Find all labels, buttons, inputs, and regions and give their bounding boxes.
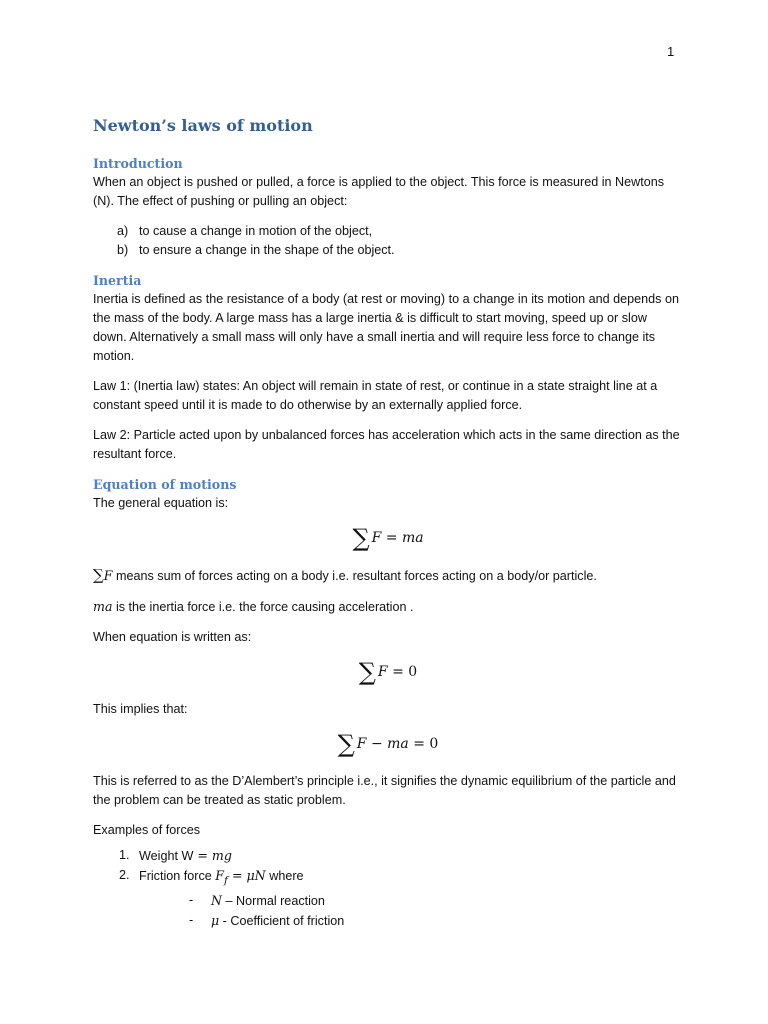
inertia-paragraph: Inertia is defined as the resistance of a body (at rest or moving) to a change in its motion and depends on the mass of the body. A large mass has a large inertia & is difficult to start moving, speed up or slow down. Alternatively a small mass will only have a small inertia and will require less force to change its motion.	[93, 292, 679, 363]
intro-paragraph: When an object is pushed or pulled, a force is applied to the object. This force is measured in Newtons (N). The effect of pushing or pulling an object:	[93, 175, 664, 208]
equation-dalembert: ∑ F − ma = 0	[337, 730, 439, 758]
section-heading-inertia: Inertia	[93, 273, 142, 288]
document-body	[93, 114, 683, 942]
equation-sum-f-equals-ma: ∑ F = ma	[352, 524, 424, 552]
general-equation-text: The general equation is:	[93, 496, 229, 510]
list-item: a) to cause a change in motion of the object,	[117, 224, 373, 238]
equation-sum-f-equals-zero: ∑ F = 0	[358, 658, 418, 686]
list-item: - N – Normal reaction	[189, 892, 325, 908]
list-item: 1. Weight W = mg	[119, 848, 232, 863]
friction-terms-list	[139, 891, 683, 931]
forces-examples-list	[93, 846, 683, 931]
document-title: Newton’s laws of motion	[93, 116, 313, 135]
law-2-paragraph: Law 2: Particle acted upon by unbalanced forces has acceleration which acts in the same direction as the resultant force.	[93, 428, 680, 461]
page-number: 1	[667, 44, 675, 59]
list-item: - μ - Coefficient of friction	[189, 912, 345, 928]
section-heading-equation-of-motions: Equation of motions	[93, 477, 237, 492]
sum-f-definition: ∑F means sum of forces acting on a body i.e. resultant forces acting on a body/or particle.	[93, 566, 597, 584]
section-heading-introduction: Introduction	[93, 156, 183, 171]
dalembert-paragraph: This is referred to as the D’Alembert’s principle i.e., it signifies the dynamic equilibrium of the particle and the problem can be treated as static problem.	[93, 774, 676, 807]
law-1-paragraph: Law 1: (Inertia law) states: An object will remain in state of rest, or continue in a state straight line at a constant speed until it is made to do otherwise by an externally applied force.	[93, 379, 658, 412]
list-item: 2. Friction force $F_f = \mu N$ where - N – Normal reaction - μ - Coefficient of friction	[93, 866, 683, 931]
ma-definition: ma is the inertia force i.e. the force causing acceleration .	[93, 599, 414, 614]
examples-heading: Examples of forces	[93, 823, 201, 837]
implies-text: This implies that:	[93, 702, 188, 716]
when-written-text: When equation is written as:	[93, 630, 252, 644]
list-item: b) to ensure a change in the shape of the object.	[117, 243, 395, 257]
effects-list	[93, 222, 683, 260]
